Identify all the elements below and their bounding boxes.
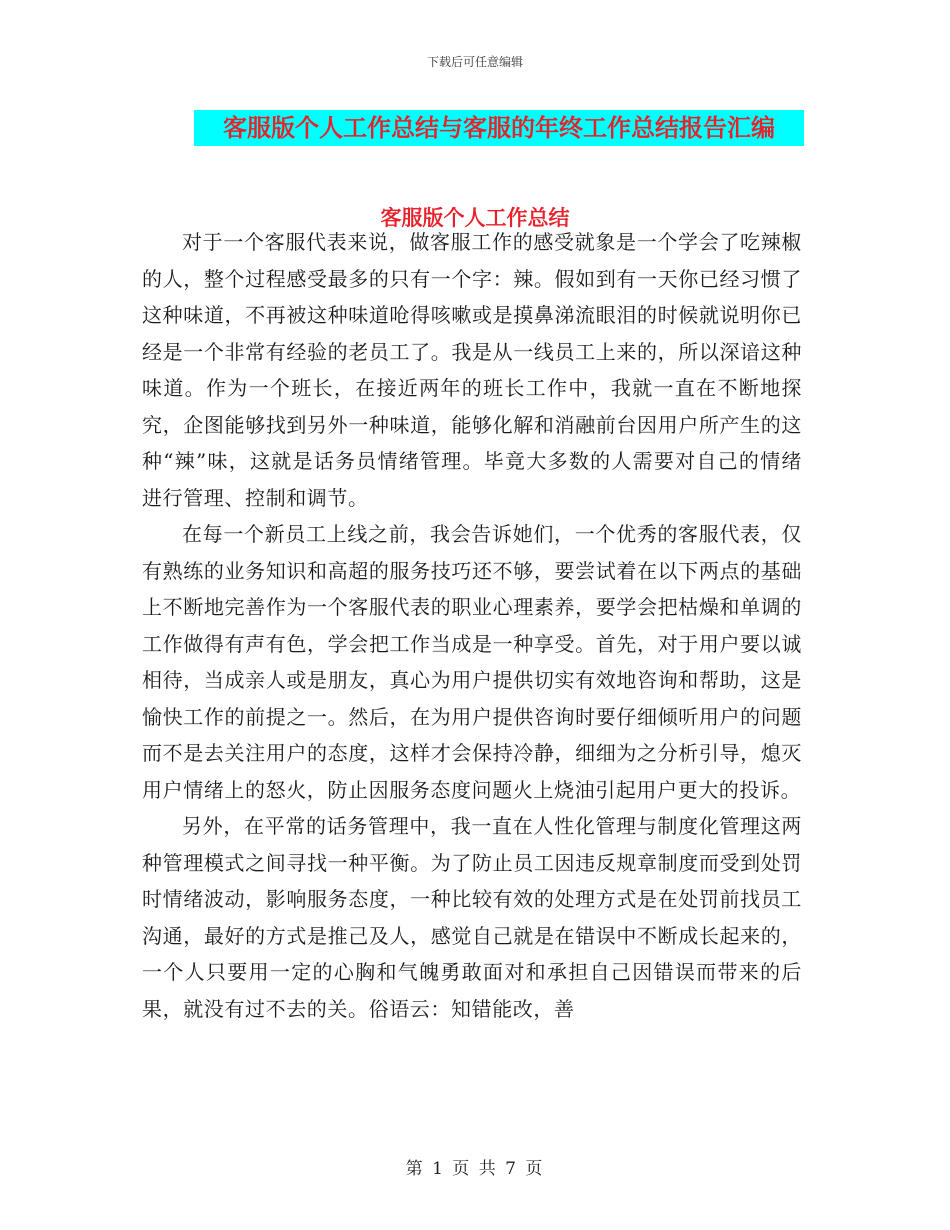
document-body xyxy=(142,224,802,1027)
section-title: 客服版个人工作总结 xyxy=(380,206,570,230)
main-title-highlight xyxy=(194,110,804,146)
main-title: 客服版个人工作总结与客服的年终工作总结报告汇编 xyxy=(223,114,775,142)
page-number: 第 1 页 共 7 页 xyxy=(405,1159,545,1179)
header-note: 下载后可任意编辑 xyxy=(426,55,523,69)
paragraph: 对于一个客服代表来说，做客服工作的感受就象是一个学会了吃辣椒的人，整个过程感受最多的只有一个字：辣。假如到有一天你已经习惯了这种味道，不再被这种味道呛得咳嗽或是摸鼻涕流眼泪的时候就说明你已经是一个非常有经验的老员工了。我是从一线员工上来的，所以深谙这种味道。作为一个班长，在接近两年的班长工作中，我就一直在不断地探究，企图能够找到另外一种味道，能够化解和消融前台因用户所产生的这种“辣”味，这就是话务员情绪管理。毕竟大多数的人需要对自己的情绪进行管理、控制和调节。 xyxy=(142,230,802,510)
paragraph: 另外，在平常的话务管理中，我一直在人性化管理与制度化管理这两种管理模式之间寻找一种平衡。为了防止员工因违反规章制度而受到处罚时情绪波动，影响服务态度，一种比较有效的处理方式是在处罚前找员工沟通，最好的方式是推己及人，感觉自己就是在错误中不断成长起来的，一个人只要用一定的心胸和气魄勇敢面对和承担自己因错误而带来的后果，就没有过不去的关。俗语云：知错能改，善 xyxy=(142,814,802,1021)
paragraph: 在每一个新员工上线之前，我会告诉她们，一个优秀的客服代表，仅有熟练的业务知识和高超的服务技巧还不够，要尝试着在以下两点的基础上不断地完善作为一个客服代表的职业心理素养，要学会把枯燥和单调的工作做得有声有色，学会把工作当成是一种享受。首先，对于用户要以诚相待，当成亲人或是朋友，真心为用户提供切实有效地咨询和帮助，这是愉快工作的前提之一。然后，在为用户提供咨询时要仔细倾听用户的问题而不是去关注用户的态度，这样才会保持冷静，细细为之分析引导，熄灭用户情绪上的怒火，防止因服务态度问题火上烧油引起用户更大的投诉。 xyxy=(142,522,802,802)
